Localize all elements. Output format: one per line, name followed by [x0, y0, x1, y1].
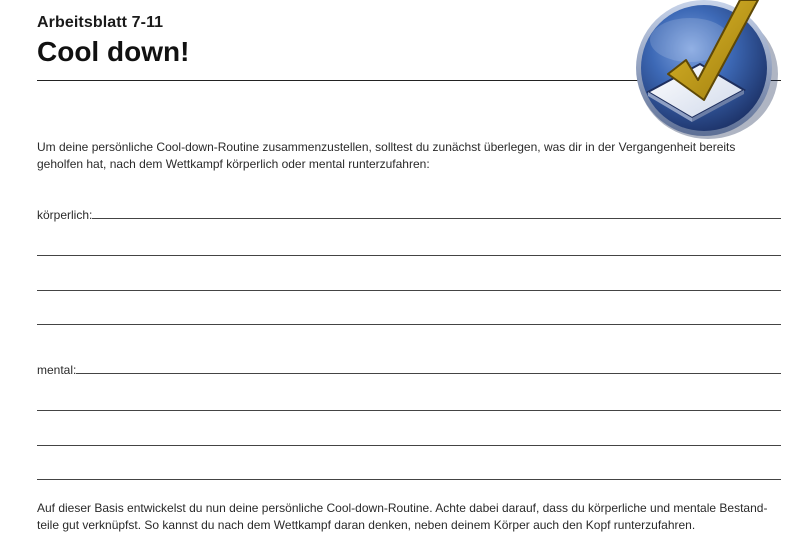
writing-line[interactable] — [37, 324, 781, 325]
writing-line[interactable] — [37, 479, 781, 480]
intro-text: Um deine persönliche Cool-down-Routine zusammenzustellen, solltest du zunächst überlegen, was dir in der Vergangenheit bereits geholfen hat, nach dem Wettkampf körperlich oder mental runterzufahren: — [37, 140, 736, 171]
writing-line[interactable] — [76, 372, 781, 374]
writing-line[interactable] — [92, 217, 781, 219]
answer-row-physical[interactable] — [37, 206, 781, 222]
writing-line[interactable] — [37, 255, 781, 256]
answer-row-mental[interactable] — [37, 361, 781, 377]
checkmark-ballot-icon — [628, 0, 780, 142]
field-label-mental: mental: — [37, 363, 77, 377]
writing-line[interactable] — [37, 410, 781, 411]
writing-line[interactable] — [37, 445, 781, 446]
outro-text: Auf dieser Basis entwickelst du nun deine persönliche Cool-down-Routine. Achte dabei darauf, dass du körperliche und mentale Bestand-teile gut verknüpfst. So kannst du nach dem Wettkampf daran denken, neben deinem Körper auch den Kopf runterzufahren. — [37, 501, 768, 532]
writing-line[interactable] — [37, 290, 781, 291]
field-label-physical: körperlich: — [37, 208, 93, 222]
worksheet-number: Arbeitsblatt 7-11 — [37, 14, 164, 31]
page-title: Cool down! — [37, 36, 190, 67]
